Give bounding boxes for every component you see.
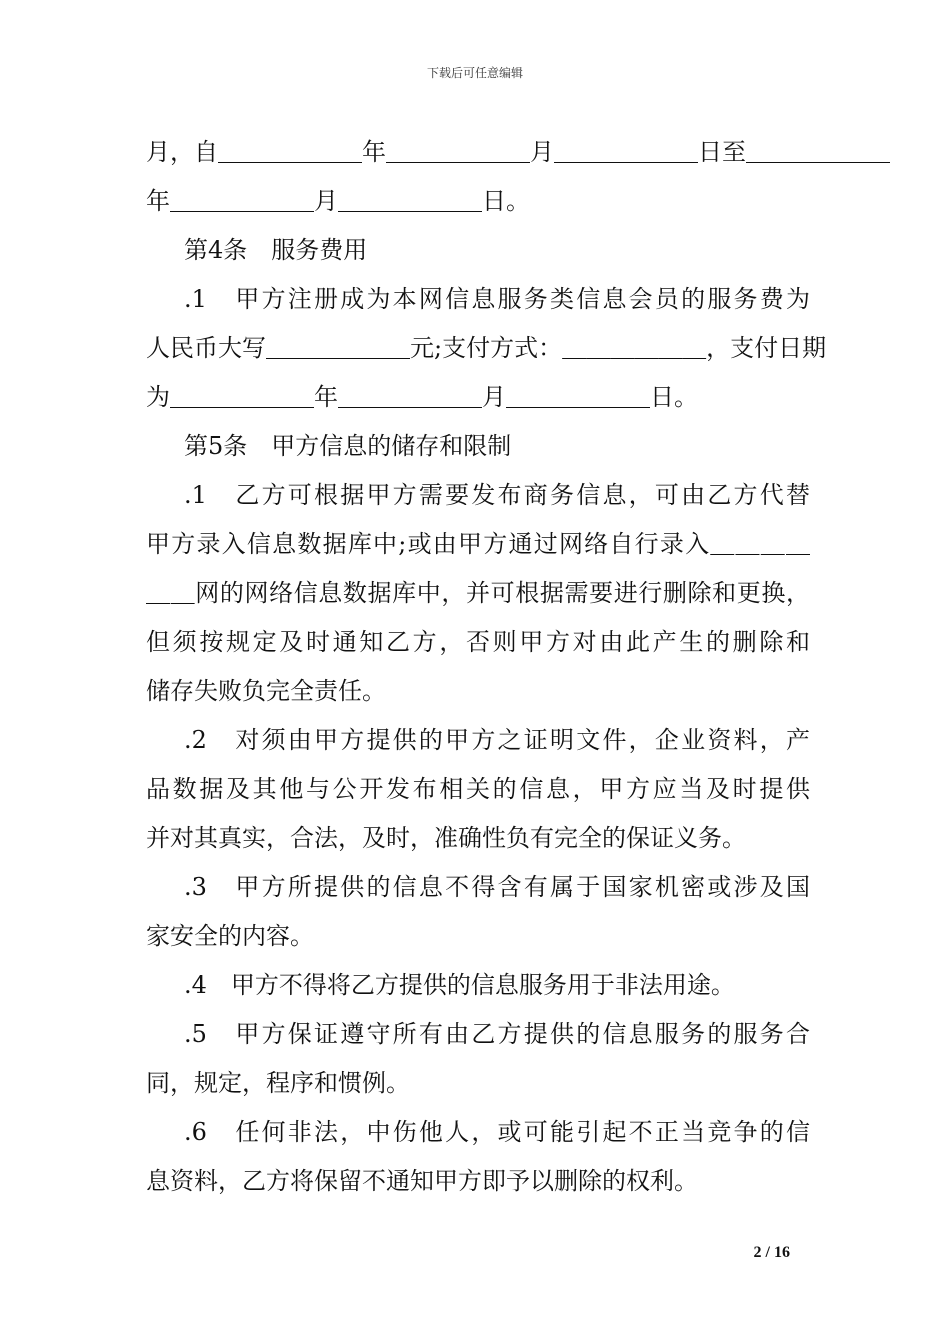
text-line: .4 甲方不得将乙方提供的信息服务用于非法用途。	[184, 971, 735, 999]
text-line: .5 甲方保证遵守所有由乙方提供的信息服务的服务合	[184, 1020, 810, 1048]
text-line: .2 对须由甲方提供的甲方之证明文件，企业资料，产	[184, 726, 810, 754]
text-line: .3 甲方所提供的信息不得含有属于国家机密或涉及国	[184, 873, 810, 901]
text-line: 储存失败负完全责任。	[146, 677, 386, 705]
text-line: 甲方录入信息数据库中;或由甲方通过网络自行录入＿＿＿＿	[146, 530, 810, 558]
text-line: 月，自＿＿＿＿＿＿年＿＿＿＿＿＿月＿＿＿＿＿＿日至＿＿＿＿＿＿	[146, 138, 890, 166]
text-line: 但须按规定及时通知乙方，否则甲方对由此产生的删除和	[146, 628, 810, 656]
page-number: 2 / 16	[753, 1244, 790, 1261]
text-line: .1 乙方可根据甲方需要发布商务信息，可由乙方代替	[184, 481, 810, 509]
text-line: 年＿＿＿＿＿＿月＿＿＿＿＿＿日。	[146, 187, 530, 215]
text-line: 为＿＿＿＿＿＿年＿＿＿＿＿＿月＿＿＿＿＿＿日。	[146, 383, 698, 411]
text-line: 家安全的内容。	[146, 922, 314, 950]
text-line: 品数据及其他与公开发布相关的信息，甲方应当及时提供	[146, 775, 810, 803]
text-line: 第4条 服务费用	[184, 236, 368, 264]
text-line: .1 甲方注册成为本网信息服务类信息会员的服务费为	[184, 285, 810, 313]
text-line: 同，规定，程序和惯例。	[146, 1069, 410, 1097]
text-line: ＿＿网的网络信息数据库中，并可根据需要进行删除和更换，	[146, 579, 810, 607]
text-line: 第5条 甲方信息的储存和限制	[184, 432, 512, 460]
document-body	[146, 128, 890, 1206]
text-line: .6 任何非法，中伤他人，或可能引起不正当竞争的信	[184, 1118, 810, 1146]
text-line: 息资料，乙方将保留不通知甲方即予以删除的权利。	[146, 1167, 698, 1195]
text-line: 人民币大写＿＿＿＿＿＿元;支付方式：＿＿＿＿＿＿，支付日期	[146, 334, 827, 362]
text-line: 并对其真实，合法，及时，准确性负有完全的保证义务。	[146, 824, 746, 852]
page-header: 下载后可任意编辑	[426, 66, 523, 80]
